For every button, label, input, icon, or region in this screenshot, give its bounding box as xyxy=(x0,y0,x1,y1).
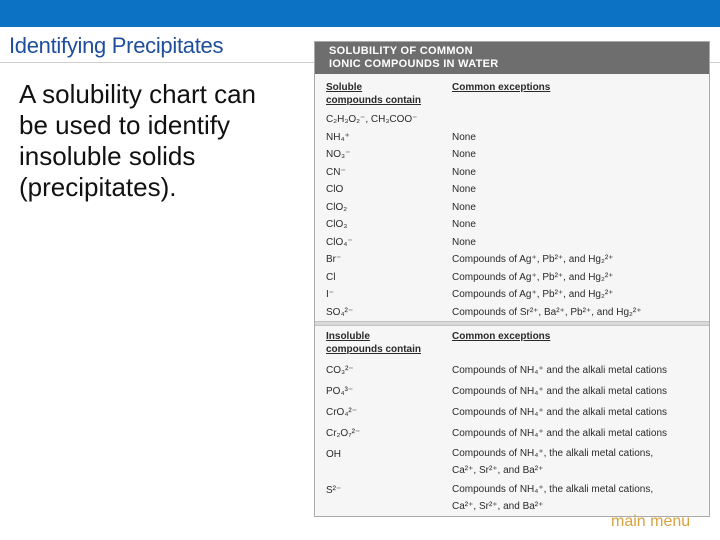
soluble-section xyxy=(315,74,709,321)
soluble-header-row xyxy=(315,81,709,111)
exception-text-continued: Ca²⁺, Sr²⁺, and Ba²⁺ xyxy=(452,501,544,512)
table-row xyxy=(315,146,709,164)
ion-cell: ClO₄⁻ xyxy=(326,236,353,248)
exception-cell xyxy=(452,444,709,480)
exception-text: Compounds of NH₄⁺ and the alkali metal cations xyxy=(452,365,668,376)
table-row xyxy=(315,381,709,402)
soluble-header-line2: compounds contain xyxy=(326,95,421,106)
top-accent-bar xyxy=(0,0,720,27)
exception-cell xyxy=(452,129,709,147)
exception-cell xyxy=(452,111,709,129)
exception-text: None xyxy=(452,149,476,160)
exception-cell xyxy=(452,181,709,199)
ion-cell: Cl xyxy=(326,271,336,283)
exception-cell xyxy=(452,402,709,423)
table-row xyxy=(315,199,709,217)
ion-cell: S²⁻ xyxy=(326,485,342,496)
table-row xyxy=(315,216,709,234)
exception-text: None xyxy=(452,219,476,230)
ion-cell: NO₃⁻ xyxy=(326,149,351,160)
chart-title-line2: IONIC COMPOUNDS IN WATER xyxy=(329,58,499,70)
insoluble-section xyxy=(315,326,709,516)
exception-text: Compounds of Ag⁺, Pb²⁺, and Hg₂²⁺ xyxy=(452,289,614,300)
exception-cell xyxy=(452,146,709,164)
exception-cell xyxy=(452,423,709,444)
table-row xyxy=(315,423,709,444)
exception-text: Compounds of Ag⁺, Pb²⁺, and Hg₂²⁺ xyxy=(452,271,614,283)
exception-cell xyxy=(452,199,709,217)
exception-text: Compounds of NH₄⁺, the alkali metal cations, xyxy=(452,484,654,495)
ion-cell: ClO xyxy=(326,184,344,195)
ion-cell: SO₄²⁻ xyxy=(326,306,354,318)
table-row xyxy=(315,444,709,480)
soluble-column-header xyxy=(315,81,452,107)
ion-cell: CO₃²⁻ xyxy=(326,365,354,376)
table-row xyxy=(315,234,709,252)
exception-cell xyxy=(452,381,709,402)
ion-cell: Cr₂O₇²⁻ xyxy=(326,428,361,439)
exception-text: Compounds of NH₄⁺ and the alkali metal cations xyxy=(452,407,668,418)
ion-cell: ClO₂ xyxy=(326,201,348,213)
table-row xyxy=(315,360,709,381)
exception-cell xyxy=(452,216,709,234)
insoluble-rows xyxy=(315,360,709,516)
exception-text: Compounds of NH₄⁺ and the alkali metal cations xyxy=(452,386,668,397)
exception-cell xyxy=(452,286,709,304)
exception-text: Compounds of NH₄⁺, the alkali metal cations, xyxy=(452,448,654,459)
exception-cell xyxy=(452,251,709,269)
ion-cell: CrO₄²⁻ xyxy=(326,407,358,418)
ion-cell: NH₄⁺ xyxy=(326,131,350,143)
exception-cell xyxy=(452,269,709,287)
slide-body-text: A solubility chart can be used to identify insoluble solids (precipitates). xyxy=(19,79,257,202)
exception-cell xyxy=(452,480,709,516)
exception-text: None xyxy=(452,166,476,178)
table-row xyxy=(315,304,709,322)
chart-header xyxy=(315,42,709,74)
table-row xyxy=(315,164,709,182)
exception-cell xyxy=(452,360,709,381)
exception-cell xyxy=(452,164,709,182)
ion-cell: CN⁻ xyxy=(326,166,346,178)
ion-cell: OH xyxy=(326,449,341,460)
insoluble-header-line1: Insoluble xyxy=(326,331,370,342)
solubility-chart xyxy=(314,41,710,517)
soluble-header-line1: Soluble xyxy=(326,82,363,93)
table-row xyxy=(315,402,709,423)
ion-cell: ClO₃ xyxy=(326,219,348,230)
ion-cell: Br⁻ xyxy=(326,254,342,265)
exception-text: None xyxy=(452,184,476,195)
exception-text: None xyxy=(452,236,476,248)
table-row xyxy=(315,269,709,287)
exception-text: Compounds of NH₄⁺ and the alkali metal cations xyxy=(452,428,668,439)
chart-title-line1: SOLUBILITY OF COMMON xyxy=(329,45,473,57)
table-row xyxy=(315,480,709,516)
slide-title: Identifying Precipitates xyxy=(9,33,224,58)
exception-text: Compounds of Sr²⁺, Ba²⁺, Pb²⁺, and Hg₂²⁺ xyxy=(452,306,642,318)
insoluble-header-row xyxy=(315,330,709,360)
table-row xyxy=(315,251,709,269)
table-row xyxy=(315,286,709,304)
exception-text-continued: Ca²⁺, Sr²⁺, and Ba²⁺ xyxy=(452,465,544,476)
main-menu-link[interactable]: main menu xyxy=(611,513,691,527)
insoluble-column-header xyxy=(315,330,452,356)
table-row xyxy=(315,111,709,129)
soluble-rows xyxy=(315,111,709,321)
insoluble-exceptions-header: Common exceptions xyxy=(452,331,551,342)
exception-text: None xyxy=(452,201,476,213)
ion-cell: PO₄³⁻ xyxy=(326,386,354,397)
table-row xyxy=(315,181,709,199)
exception-text: Compounds of Ag⁺, Pb²⁺, and Hg₂²⁺ xyxy=(452,254,614,265)
exception-cell xyxy=(452,304,709,322)
insoluble-header-line2: compounds contain xyxy=(326,344,421,355)
exception-cell xyxy=(452,234,709,252)
ion-cell: C₂H₃O₂⁻, CH₃COO⁻ xyxy=(326,114,418,125)
soluble-exceptions-header: Common exceptions xyxy=(452,82,551,93)
ion-cell: I⁻ xyxy=(326,289,335,300)
exception-text: None xyxy=(452,131,476,143)
table-row xyxy=(315,129,709,147)
